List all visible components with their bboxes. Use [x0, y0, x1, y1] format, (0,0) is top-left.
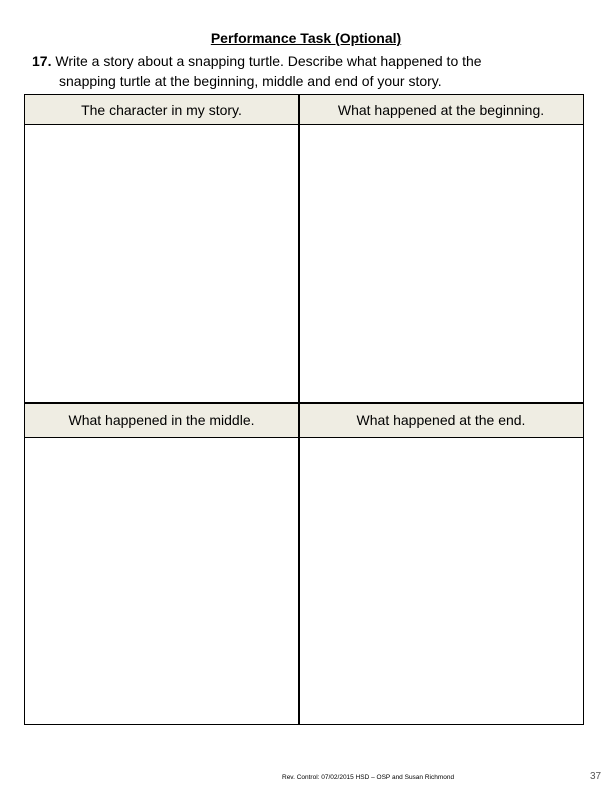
middle-writing-area[interactable] — [25, 438, 298, 723]
character-header: The character in my story. — [25, 95, 298, 125]
end-writing-area[interactable] — [300, 438, 583, 723]
question-number: 17. — [32, 53, 52, 69]
beginning-header: What happened at the beginning. — [300, 95, 583, 125]
end-header: What happened at the end. — [300, 404, 583, 438]
question-text — [32, 51, 592, 91]
question-line-2: snapping turtle at the beginning, middle and end of your story. — [59, 73, 442, 89]
story-organizer-grid — [24, 94, 584, 725]
character-writing-area[interactable] — [25, 125, 298, 402]
page-number: 37 — [590, 771, 602, 782]
question-line-1: Write a story about a snapping turtle. Describe what happened to the — [55, 53, 482, 69]
revision-footer: Rev. Control: 07/02/2015 HSD – OSP and Susan Richmond — [282, 774, 455, 781]
page-title: Performance Task (Optional) — [210, 30, 402, 46]
middle-header: What happened in the middle. — [25, 404, 298, 438]
beginning-writing-area[interactable] — [300, 125, 583, 402]
